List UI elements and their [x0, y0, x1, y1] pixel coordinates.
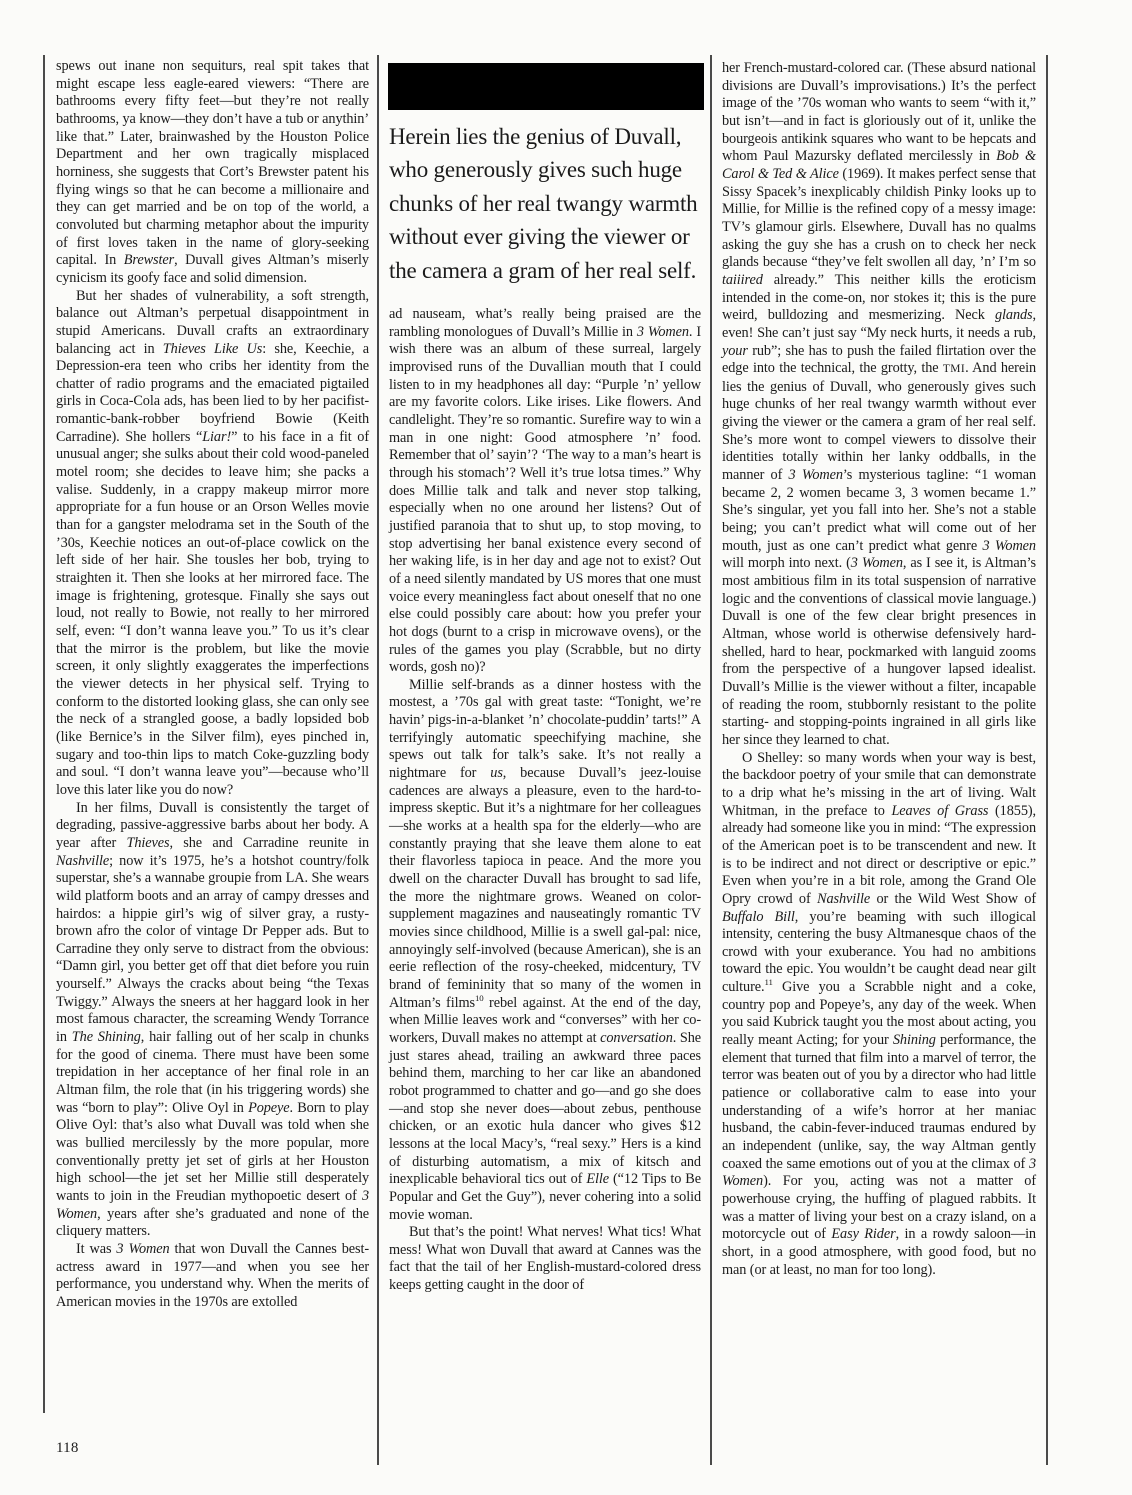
column-1 [56, 58, 369, 1312]
paragraph: spews out inane non sequiturs, real spit takes that might escape less eagle-eared viewers: “There are bathrooms every fifty feet—but they’re not really bathrooms, ya know—they don’t have a tub or anythin’ like that.” Later, brainwashed by the Houston Police Department and her own tragically misplaced horniness, she suggests that Cort’s Brewster patent his flying wings so that he can become a millionaire and they can get married and be on top of the world, a convoluted but charming metaphor about the impurity of first loves taken in the name of glory-seeking capital. In Brewster, Duvall gives Altman’s miserly cynicism its goofy face and solid dimension. [56, 58, 369, 286]
paragraph: her French-mustard-colored car. (These absurd national divisions are Duvall’s improvisations.) It’s the perfect image of the ’70s woman who wants to seem “with it,” but isn’t—and in fact is gloriously out of it, unlike the bourgeois antikink squares who want to be hepcats and whom Paul Mazursky deflated mercilessly in Bob & Carol & Ted & Alice (1969). It makes perfect sense that Sissy Spacek’s inexplicably childish Pinky looks up to Millie, for Millie is the refined copy of a messy image: TV’s glamour girls. Elsewhere, Duvall has no qualms asking the guy she has a crush on to check her neck glands because “they’ve felt swollen all day, ’n’ I’m so taiiired already.” This neither kills the eroticism intended in the come-on, nor stokes it; this is the pure weird, bulldozing and mesmerizing. Neck glands, even! She can’t just say “My neck hurts, it needs a rub, your rub”; she has to push the failed flirtation over the edge into the technical, the grotty, the TMI. And herein lies the genius of Duvall, who generously gives such huge chunks of her real twangy warmth without ever giving the viewer or the camera a gram of her real self. She’s more wont to compel viewers to dissolve their identities totally within her lanky oddballs, in the manner of 3 Women’s mysterious tagline: “1 woman became 2, 2 women became 3, 3 women became 1.” She’s singular, yet you fall into her. She’s not a stable being; you can’t predict what will come out of her mouth, just as one can’t predict what genre 3 Women will morph into next. (3 Women, as I see it, is Altman’s most ambitious film in its total suspension of narrative logic and the conventions of classical movie language.) Duvall is one of the few clear bright presences in Altman, whose world is otherwise defensively hard-shelled, hard to hear, pockmarked with languid zooms from the perspective of a hungover lapsed idealist. Duvall’s Millie is the viewer without a filter, incapable of reading the room, stubbornly resistant to the polite starting- and stopping-points ingrained in all girls like her since they learned to chat. [722, 60, 1037, 748]
paragraph: O Shelley: so many words when your way is best, the backdoor poetry of your smile that can demonstrate to a drip what he’s missing in the art of living. Walt Whitman, in the preface to Leaves of Grass (1855), already had someone like you in mind: “The expression of the American poet is to be transcendent and new. It is to be indirect and not direct or descriptive or epic.” Even when you’re in a bit role, among the Grand Ole Opry crowd of Nashville or the Wild West Show of Buffalo Bill, you’re beaming with such illogical intensity, centering the busy Altmanesque chaos of the crowd with your exuberance. You had no ambitions toward the epic. You wouldn’t be caught dead near gilt culture.$^{11}$ Give you a Scrabble night and a coke, country pop and Popeye’s, any day of the week. When you said Kubrick taught you the most about acting, you really meant Acting; for your Shining performance, the element that turned that film into a marvel of terror, the terror was beaten out of you by a director who had little patience or collaborative calm to ease into your understanding of a wife’s horror at her maniac husband, the cabin-fever-induced traumas endured by an independent (unlike, say, the way Altman gently coaxed the same emotions out of you at the climax of 3 Women). For you, acting was not a matter of powerhouse crying, the huffing of plagued rabbits. It was a matter of living your best on a crazy island, on a motorcycle out of Easy Rider, in a rowdy saloon—in short, in a good atmosphere, with good food, but no man (or at least, no man for too long). [722, 749, 1037, 1278]
vertical-rule-right [1046, 55, 1048, 1465]
column-2-body [389, 306, 701, 1295]
column-2 [389, 63, 701, 1295]
paragraph: ad nauseam, what’s really being praised are the rambling monologues of Duvall’s Millie in 3 Women. I wish there was an album of these surreal, largely improvised runs of the Duvallian mouth that I could listen to in my headphones all day: “Purple ’n’ yellow are my favorite colors. Like irises. Like flowers. And candlelight. They’re so romantic. Surefire way to win a man in one night: Good atmosphere ’n’ food. Remember that ol’ sayin’? ‘The way to a man’s heart is through his stomach’? Well it’s true lotsa times.” Why does Millie talk and talk and never stop talking, especially when no one around her listens? Out of justified paranoia that to shut up, to stop moving, to stop advertising her banal existence every second of her waking life, is in her day and age not to exist? Out of a need silently mandated by US mores that one must voice every meaningless fact about oneself that no one else could possibly care about: how you prefer your hot dogs (burnt to a crisp in microwave ovens), or the rules of the games you play (Scrabble, but no dirty words, gosh no)? [389, 306, 701, 676]
vertical-rule-col2-col3 [710, 55, 712, 1465]
vertical-rule-left [43, 55, 45, 1413]
paragraph: In her films, Duvall is consistently the target of degrading, passive-aggressive barbs about her body. A year after Thieves, she and Carradine reunite in Nashville; now it’s 1975, he’s a hotshot country/folk superstar, she’s a wannabe groupie from LA. She wears wild platform boots and an array of campy dresses and hairdos: a hippie girl’s wig of silver gray, a rusty-brown afro the color of vintage Dr Pepper ads. But to Carradine they only serve to distract from the obvious: “Damn girl, you better get off that diet before you ruin yourself.” Always the cracks about being “the Texas Twiggy.” Always the sneers at her haggard look in her most famous character, the screaming Wendy Torrance in The Shining, hair falling out of her scalp in chunks for the good of cinema. There must have been some trepidation in her acceptance of her final role in an Altman film, the role that (in his triggering words) she was “born to play”: Olive Oyl in Popeye. Born to play Olive Oyl: that’s also what Duvall was told when she was bullied mercilessly by the more popular, more conventionally pretty jet set of girls at her Houston high school—the jet set her Millie still desperately wants to join in the Freudian mythopoetic desert of 3 Women, years after she’s graduated and none of the cliquery matters. [56, 799, 369, 1240]
paragraph: But that’s the point! What nerves! What tics! What mess! What won Duvall that award at Cannes was the fact that the tail of her English-mustard-colored dress keeps getting caught in the door of [389, 1224, 701, 1294]
paragraph: Millie self-brands as a dinner hostess with the mostest, a ’70s gal with great taste: “Tonight, we’re havin’ pigs-in-a-blanket ’n’ chocolate-puddin’ tarts!” A terrifyingly automatic speechifying machine, she spews out talk for talk’s sake. It’s not really a nightmare for us, because Duvall’s jeez-louise cadences are always a pleasure, even to the hard-to-impress skeptic. But it’s a nightmare for her colleagues—she works at a health spa for the elderly—who are constantly praying that she leave them alone to eat their flavorless tapioca in peace. And the more you dwell on the character Duvall has brought to sad life, the more the nightmare grows. Weaned on color-supplement magazines and nauseatingly romantic TV movies since childhood, Millie is a swell gal-pal: nice, annoyingly self-involved (because American), she is an eerie reflection of the rosy-cheeked, midcentury, TV brand of femininity that so many of the women in Altman’s films$^{10}$ rebel against. At the end of the day, when Millie leaves work and “converses” with her co-workers, Duvall makes no attempt at conversation. She just stares ahead, trailing an awkward three paces behind them, marching to her car like an abandoned robot programmed to chatter and go—and go she does—and stop she never does—about zebus, penthouse chicken, or an exotic hula dancer who gives $12 lessons at the local Macy’s, “real sexy.” Hers is a kind of disturbing automatism, a mix of kitsch and inexplicable behavioral tics out of Elle (“12 Tips to Be Popular and Get the Guy”), never cohering into a solid movie woman. [389, 676, 702, 1223]
column-3 [722, 60, 1036, 1279]
redacted-block [388, 63, 704, 110]
paragraph: It was 3 Women that won Duvall the Cannes best-actress award in 1977—and when you see her performance, you understand why. When the merits of American movies in the 1970s are extolled [56, 1240, 369, 1310]
vertical-rule-col1-col2 [377, 55, 379, 1465]
page-number: 118 [56, 1440, 79, 1456]
paragraph: But her shades of vulnerability, a soft strength, balance out Altman’s perpetual disappointment in stupid Americans. Duvall crafts an extraordinary balancing act in Thieves Like Us: she, Keechie, a Depression-era teen who cribs her identity from the chatter of radio programs and the emaciated pigtailed girls in Coca-Cola ads, has been lied to by her pacifist-romantic-bank-robber boyfriend Bowie (Keith Carradine). She hollers “Liar!” to his face in a fit of unusual anger; she sulks about their cold wood-paneled motel room; she decides to leave him; she packs a valise. Suddenly, in a crappy makeup mirror more appropriate for a fun house or an Orson Welles movie than for a gangster melodrama set in the South of the ’30s, Keechie notices an out-of-place cowlick on the left side of her hair. She tousles her bob, trying to straighten it. Then she looks at her mirrored face. The image is frightening, grotesque. Finally she says out loud, not really to Bowie, not really to her mirrored self, even: “I don’t wanna leave you.” To us it’s clear that the mirror is the problem, but like the movie screen, it only slightly exaggerates the imperfections the viewer detects in her physical self. Trying to conform to the distorted looking glass, she can only see the neck of a strangled goose, a badly lopsided bob (like Bernice’s in the Silver film), eyes pinched in, sugary and too-thin lips to match Coke-guzzling body and soul. “I don’t wanna leave you”—because who’ll love this later like you do now? [56, 287, 370, 798]
pull-quote: Herein lies the genius of Duvall, who generously gives such huge chunks of her real twangy warmth without ever giving the viewer or the camera a gram of her real self. [389, 124, 698, 283]
